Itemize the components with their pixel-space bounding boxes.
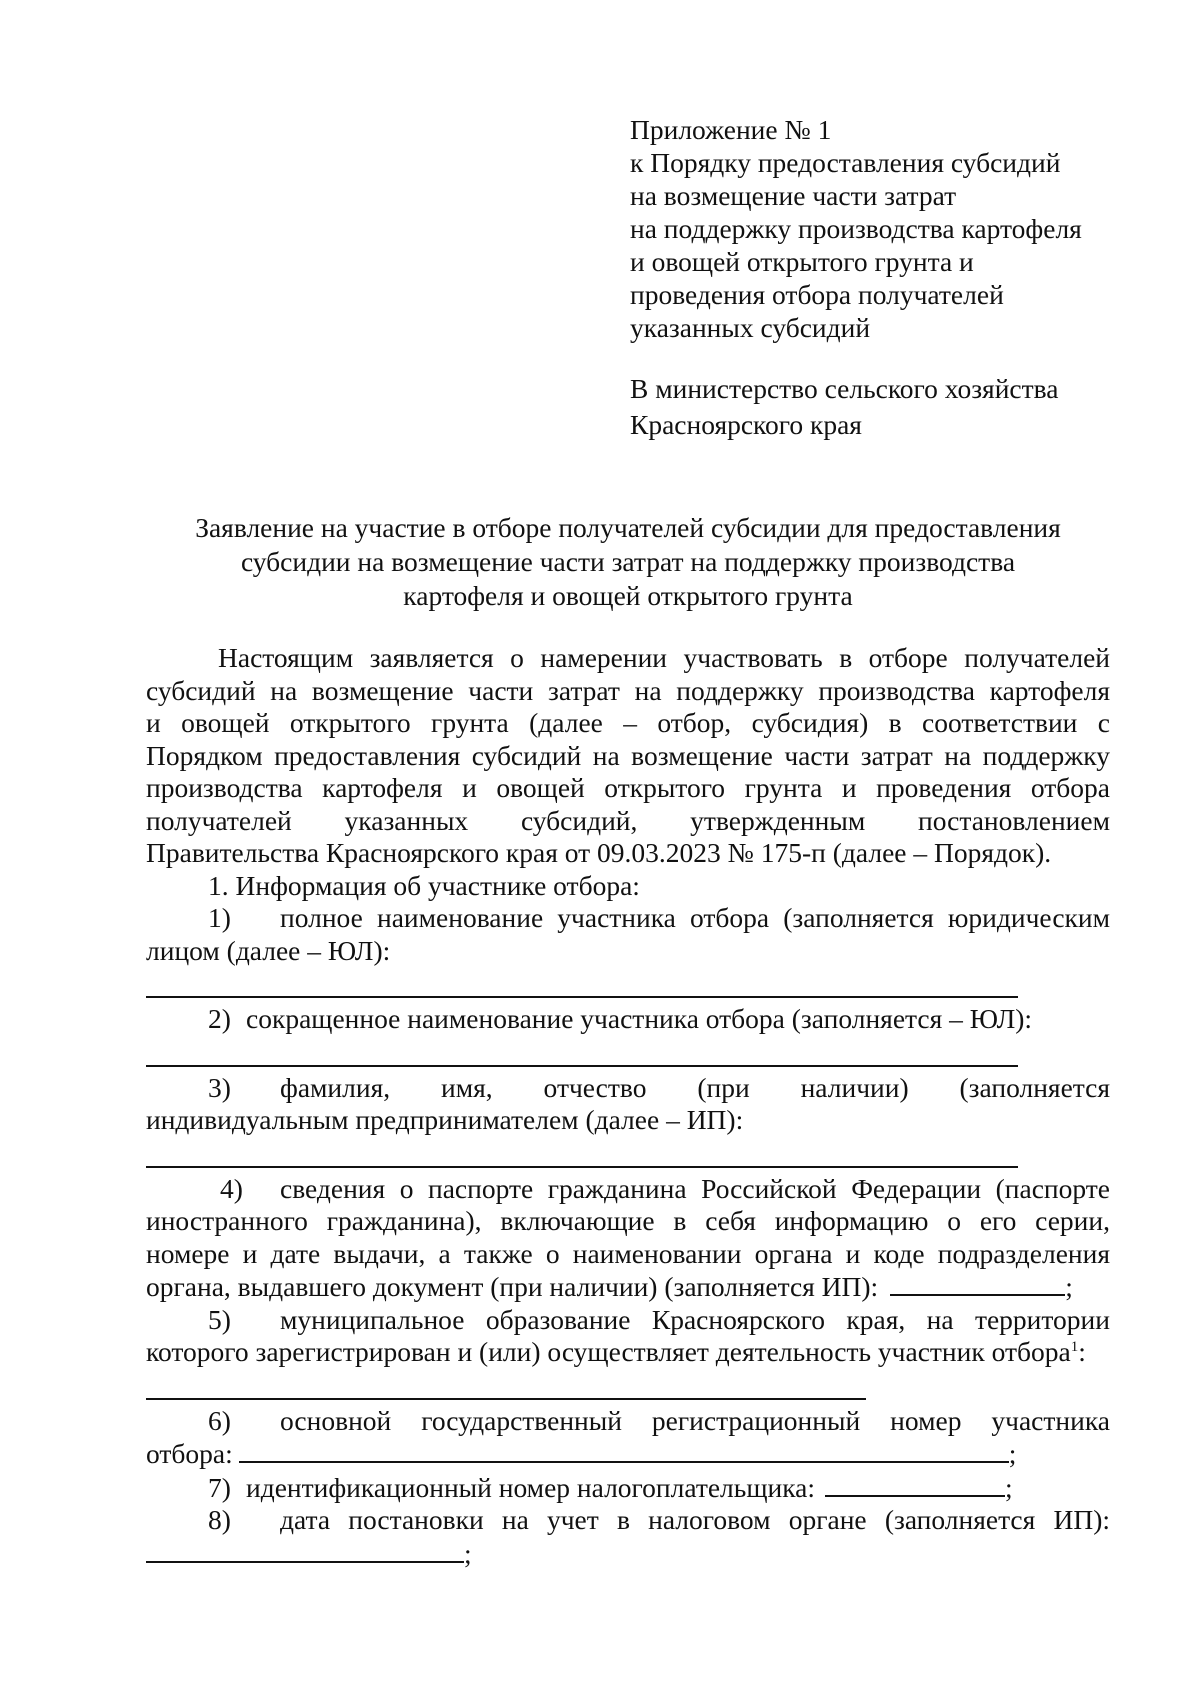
- item-text: иностранного гражданина), включающие в себя информацию о его серии,: [146, 1205, 1110, 1236]
- footnote-mark: 1: [1070, 1338, 1079, 1355]
- item-text: лицом (далее – ЮЛ):: [146, 934, 391, 966]
- tax-registration-date-field[interactable]: [146, 1537, 464, 1563]
- item-text: муниципальное образование Красноярского края, на территории: [280, 1303, 1110, 1335]
- item-2: [146, 1003, 1110, 1036]
- item-number: 3): [208, 1071, 231, 1103]
- intro-line: субсидий на возмещение части затрат на поддержку производства картофеля: [146, 674, 1110, 706]
- item-5: [146, 1304, 1110, 1337]
- item-end: :: [1078, 1336, 1086, 1367]
- item-number: 5): [208, 1303, 231, 1335]
- inn-field[interactable]: [825, 1471, 1005, 1497]
- item-8: [146, 1504, 1110, 1537]
- document-body: [146, 642, 1110, 1570]
- item-8-line-2: [146, 1537, 1110, 1571]
- passport-field[interactable]: [890, 1270, 1065, 1296]
- appendix-line: проведения отбора получателей: [630, 279, 1004, 310]
- item-number: 7): [208, 1471, 231, 1503]
- intro-line: Правительства Красноярского края от 09.03.2023 № 175-п (далее – Порядок).: [146, 837, 1052, 868]
- item-7: [146, 1471, 1110, 1505]
- appendix-line: Приложение № 1: [630, 114, 832, 145]
- title-line: субсидии на возмещение части затрат на поддержку производства: [240, 546, 1016, 577]
- item-1: [146, 902, 1110, 935]
- item-text: фамилия, имя, отчество (при наличии) (заполняется: [280, 1071, 1110, 1103]
- addressee-line: Красноярского края: [630, 409, 862, 440]
- item-text: органа, выдавшего документ (при наличии) (заполняется ИП):: [146, 1271, 879, 1302]
- item-text: которого зарегистрирован и (или) осуществляет деятельность участник отбора: [146, 1336, 1071, 1367]
- item-text: дата постановки на учет в налоговом органе (заполняется ИП):: [280, 1504, 1110, 1535]
- item-text: основной государственный регистрационный номер участника: [280, 1404, 1110, 1436]
- item-text: полное наименование участника отбора (заполняется юридическим: [280, 902, 1110, 933]
- item-4: [146, 1173, 1110, 1206]
- addressee-block: [630, 371, 1130, 443]
- appendix-line: к Порядку предоставления субсидий: [630, 147, 1061, 178]
- item-end: ;: [1008, 1438, 1017, 1469]
- appendix-line: на возмещение части затрат: [630, 180, 957, 211]
- intro-line: Порядком предоставления субсидий на возмещение части затрат на поддержку: [146, 739, 1110, 771]
- item-number: 8): [208, 1504, 231, 1535]
- item-number: 4): [220, 1172, 243, 1204]
- appendix-line: на поддержку производства картофеля: [630, 213, 1082, 244]
- item-6-line-2: [146, 1437, 1110, 1471]
- item-number: 1): [208, 902, 231, 933]
- item-end: ;: [1065, 1271, 1073, 1302]
- appendix-header: [630, 113, 1130, 344]
- addressee-line: В министерство сельского хозяйства: [630, 373, 1059, 404]
- item-3: [146, 1072, 1110, 1105]
- item-number: 2): [208, 1003, 231, 1034]
- intro-line: Настоящим заявляется о намерении участвовать в отборе получателей: [218, 642, 1110, 673]
- item-5-line-2: [146, 1336, 1110, 1369]
- item-end: ;: [1005, 1471, 1013, 1503]
- item-text: индивидуальным предпринимателем (далее – ИП):: [146, 1104, 744, 1135]
- appendix-line: указанных субсидий: [630, 312, 871, 343]
- appendix-line: и овощей открытого грунта и: [630, 246, 974, 277]
- intro-line: получателей указанных субсидий, утвержденным постановлением: [146, 804, 1110, 836]
- document-title: [146, 511, 1110, 613]
- item-6: [146, 1405, 1110, 1438]
- item-text: сокращенное наименование участника отбора (заполняется – ЮЛ):: [246, 1003, 1033, 1034]
- section-heading: 1. Информация об участнике отбора:: [208, 869, 640, 901]
- item-text: идентификационный номер налогоплательщика:: [246, 1471, 816, 1503]
- title-line: Заявление на участие в отборе получателей субсидии для предоставления: [195, 512, 1061, 543]
- item-text: сведения о паспорте гражданина Российской Федерации (паспорте: [280, 1172, 1110, 1204]
- ogrn-field[interactable]: [239, 1437, 1009, 1463]
- item-number: 6): [208, 1404, 231, 1436]
- item-4-last-line: [146, 1270, 1110, 1304]
- item-text: отбора:: [146, 1438, 233, 1469]
- intro-line: и овощей открытого грунта (далее – отбор, субсидия) в соответствии с: [146, 707, 1110, 738]
- item-end: ;: [464, 1537, 472, 1569]
- item-text: номере и дате выдачи, а также о наименовании органа и коде подразделения: [146, 1237, 1110, 1269]
- intro-line: производства картофеля и овощей открытого грунта и проведения отбора: [146, 772, 1110, 803]
- title-line: картофеля и овощей открытого грунта: [403, 580, 853, 611]
